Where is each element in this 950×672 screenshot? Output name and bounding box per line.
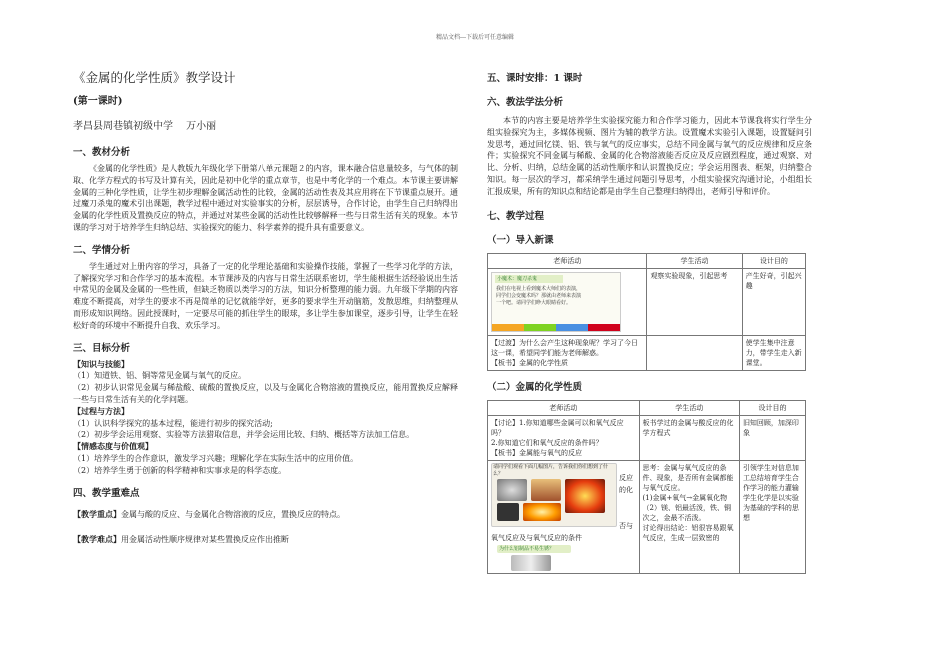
student-activity: 思考：金属与氧气反应的条件、现象，是否所有金属都能与氧气反应。 (1)金属+氧气→金属氧化物（2）镁、铝最活泼，铁、铜次之，金最不活泼。 讨论得出结论：铝很容易跟氧气反应，生成一层致密的 (639, 460, 739, 573)
properties-table (487, 400, 806, 574)
emotion-item: （2）培养学生勇于创新的科学精神和实事求是的科学态度。 (73, 465, 287, 475)
table-row (488, 335, 806, 370)
design-purpose: 使学生集中注意力，带学生走入新课堂。 (742, 335, 805, 370)
text-fragment: 的化 (619, 485, 633, 494)
emotion-title: 【情感态度与价值观】 (73, 441, 153, 452)
section-1-body: 《金属的化学性质》是人教版九年级化学下册第八单元课题２的内容，课本融合信息量较多，与气体的制取、化学方程式的书写及计算有关，因此是初中化学的重点章节，也是中考化学的一个难点。本节课主要讲解金属的三种化学性质，让学生初步理解金属活动性的比较，金属的活动性表及其应用将在下节课重点展开。通过魔刀杀鬼的魔术引出课题，教学过程中通过对实验事实的分析，层层诱导，合作讨论，由学生自己归纳得出金属的化学性质及置换反应的特点，并通过对某些金属的活动性比较够解释一些与日常生活有关的现象。本节课的学习对于培养学生归纳总结、实验探究的能力、科学素养的提升具有重要意义。 (73, 164, 458, 232)
section-4-heading: 四、教学重难点 (73, 487, 140, 499)
student-activity: 观察实验现象，引起思考 (647, 268, 742, 335)
intro-table (487, 253, 806, 371)
emotion-item: （1）培养学生的合作意识，激发学习兴趣；理解化学在实际生活中的应用价值。 (73, 453, 359, 463)
metal-images-block (491, 463, 636, 571)
knowledge-item: （1）知道铁、铝、铜等常见金属与氧气的反应。 (73, 371, 247, 381)
header-note: 精品文档---下载后可任意编辑 (435, 34, 515, 41)
metal-cylinder-image (531, 479, 561, 501)
section-2-body: 学生通过对上册内容的学习，具备了一定的化学理论基础和实验操作技能，掌握了一些学习化学的方法，了解探究学习和合作学习的基本流程。本节课涉及的内容与日常生活联系密切，学生能根据生活经验说出生活中常见的金属及金属的一些性质，但缺乏物质以类学习的方法，知识分析整理的能力弱。九年级下学期的内容难度不断提高，对学生的要求不再是简单的记忆就能学好，更多的要求学生开动脑筋，发散思维，归纳整理从而形成知识网络。因此授课时，一定要尽可能的抓住学生的眼球，多让学生参加课堂，逐步引导，让学生在轻松好奇的环境中不断提升自我、欢乐学习。 (73, 261, 458, 330)
text-fragment: 反应 (619, 473, 633, 482)
image-caption: 请同学们观看下面几幅图片，告诉我们你们想到了什么？ (493, 463, 609, 477)
section-1-heading: 一、教材分析 (73, 147, 131, 158)
process-item: （1）认识科学探究的基本过程，能进行初步的探究活动; (73, 418, 273, 428)
knowledge-title: 【知识与技能】 (73, 358, 129, 369)
section-6-heading: 六、教法学法分析 (487, 97, 564, 108)
hard-point-label: 【教学难点】 (73, 534, 121, 545)
key-point-text: 金属与酸的反应、与金属化合物溶液的反应，置换反应的特点。 (121, 509, 345, 519)
section-5-heading: 五、课时安排：1 课时 (487, 73, 583, 84)
discussion-text: 【讨论】1.你知道哪些金属可以和氧气反应吗？ (491, 418, 624, 437)
col-header-teacher: 老师活动 (488, 253, 647, 268)
metal-disc-image (497, 479, 527, 501)
hard-point (73, 534, 458, 546)
left-column (73, 62, 458, 546)
key-point-label: 【教学重点】 (73, 508, 121, 519)
slide-text: 我们在电视上看到魔术大师们的表演，同学们会变魔术吗？那就由老师来表演一个吧。请同学们睁大眼睛看好。 (496, 285, 582, 306)
part-1-heading: （一）导入新课 (487, 234, 554, 246)
section-6-body: 本节的内容主要是培养学生实验探究能力和合作学习能力，因此本节课我将实行学生分组实验探究为主，多媒体视频、图片为辅的教学方法。设置魔术实验引入课题，设置疑问引发思考，通过回忆镁、铝、铁与氧气的反应事实，总结不同金属与氧气的反应规律和反应条件；实验探究不同金属与稀酸、金属的化合物溶液能否反应及反应剧烈程度，通过观察、对比、分析、归纳，总结金属的活动性顺序和认识置换反应；学会运用图表、框架，归纳整合知识。每一层次的学习，都采纳学生通过问题引导思考，小组实验探究沟通讨论，小组组长汇报成果，所有的知识点和结论都是由学生自己整理归纳得出，老师引导和评价。 (487, 116, 812, 196)
right-column (487, 62, 812, 574)
knowledge-item: （2）初步认识常见金属与稀盐酸、硫酸的置换反应，以及与金属化合物溶液的置换反应，能用置换反应解释一些与日常生活有关的化学问题。 (73, 383, 458, 404)
table-row (488, 415, 806, 460)
key-point (73, 509, 458, 521)
aluminum-pot-image (511, 555, 551, 571)
burning-metal-image (565, 479, 605, 513)
table-row (488, 460, 806, 573)
board-text: 【板书】金属能与氧气的反应 (491, 448, 582, 457)
doc-title: 《金属的化学性质》教学设计 (73, 70, 236, 85)
table-row (488, 268, 806, 335)
text-fragment: 氧气反应及与氧气反应的条件 (491, 533, 582, 542)
slide-title: 小魔术：魔刀杀鬼 (495, 275, 563, 283)
metal-strip-image (497, 503, 519, 521)
design-purpose: 旧知回顾，加深印象 (739, 415, 805, 460)
design-purpose: 产生好奇，引起兴趣 (742, 268, 805, 335)
doc-author: 孝昌县周巷镇初级中学 万小丽 (73, 121, 217, 132)
discussion-text: 2.你知道它们和氧气反应的条件吗？ (491, 438, 603, 447)
design-purpose: 引领学生对信息加工总结培育学生合作学习的能力灌输学生化学是以实验为基础的学科的思想 (739, 460, 805, 573)
student-activity: 板书学过的金属与酸反应的化学方程式 (639, 415, 739, 460)
hard-point-text: 用金属活动性顺序规律对某些置换反应作出推断 (121, 535, 289, 545)
section-7-heading: 七、教学过程 (487, 210, 545, 222)
col-header-purpose: 设计目的 (739, 400, 805, 415)
part-2-heading: （二）金属的化学性质 (487, 381, 583, 393)
section-2-heading: 二、学情分析 (73, 244, 131, 256)
text-fragment: 否与 (619, 521, 633, 530)
spark-image (523, 503, 561, 521)
magic-slide-image (491, 272, 621, 332)
transition-text: 【过渡】为什么会产生这种现象呢？学习了今日这一课，希望同学们能为老师解惑。 (491, 338, 638, 357)
col-header-student: 学生活动 (647, 253, 742, 268)
doc-subtitle: (第一课时) (73, 96, 123, 107)
col-header-teacher: 老师活动 (488, 400, 640, 415)
process-title: 【过程与方法】 (73, 405, 129, 416)
board-text: 【板书】金属的化学性质 (491, 358, 568, 367)
slide-decoration (492, 324, 620, 331)
col-header-student: 学生活动 (639, 400, 739, 415)
question-tag: 为什么铝制品不易生锈？ (497, 545, 571, 553)
process-item: （2）初步学会运用观察、实验等方法猎取信息，并学会运用比较、归纳、概括等方法加工信息。 (73, 430, 415, 440)
col-header-purpose: 设计目的 (742, 253, 805, 268)
section-3-heading: 三、目标分析 (73, 342, 131, 354)
